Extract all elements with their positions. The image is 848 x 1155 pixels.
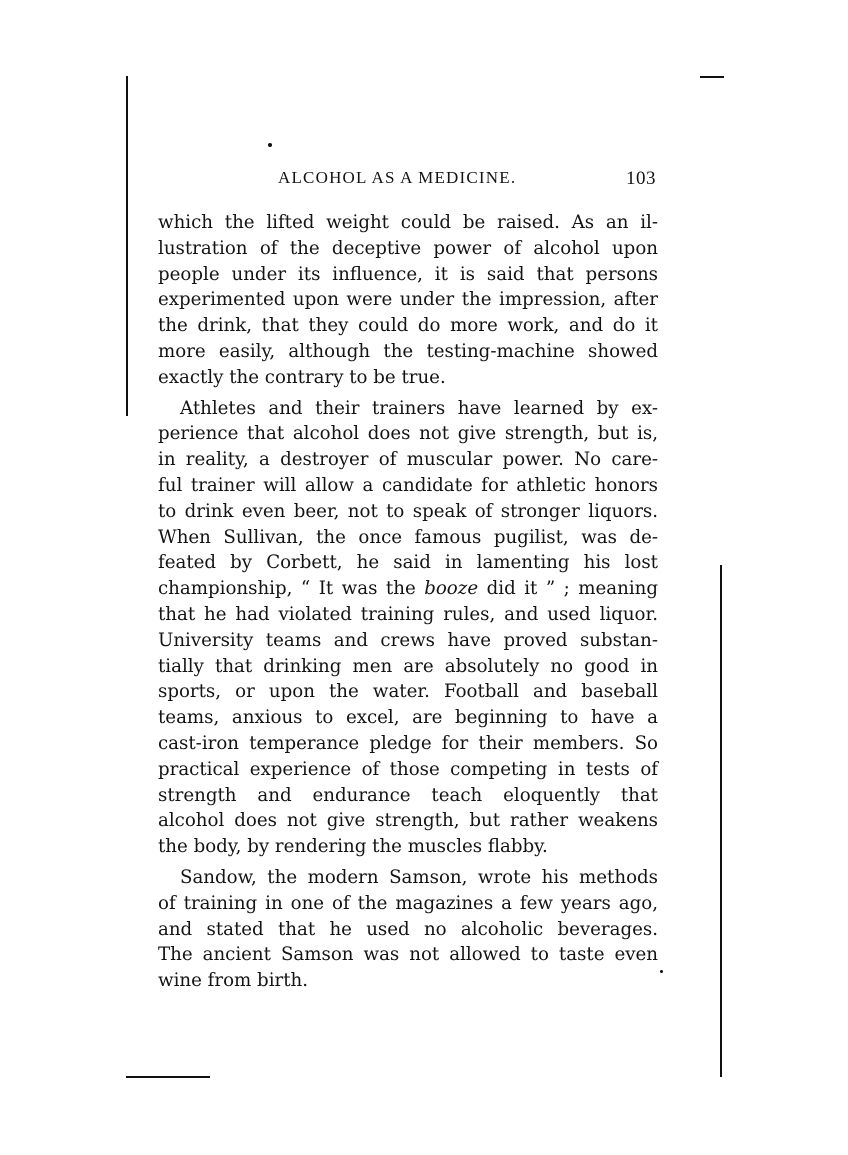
text-line: University teams and crews have proved substan- [158, 629, 658, 651]
text-line: exactly the contrary to be true. [158, 366, 446, 388]
text-line: and stated that he used no alcoholic beverages. [158, 918, 658, 940]
text-line: Athletes and their trainers have learned by ex- [180, 397, 658, 419]
text-line: feated by Corbett, he said in lamenting his lost [158, 552, 658, 574]
text-line: strength and endurance teach eloquently that [158, 784, 658, 806]
text-line: in reality, a destroyer of muscular power. No care- [158, 449, 658, 471]
text-line: tially that drinking men are absolutely no good in [158, 655, 658, 677]
text-line: to drink even beer, not to speak of stronger liquors. [158, 500, 658, 522]
text-line: Sandow, the modern Samson, wrote his methods [180, 866, 658, 888]
text-line: practical experience of those competing in tests of [158, 758, 658, 780]
running-head [160, 168, 656, 192]
text-line: ful trainer will allow a candidate for athletic honors [158, 474, 658, 496]
speck-top [268, 143, 272, 147]
text-line: experimented upon were under the impression, after [158, 289, 658, 311]
text-line: sports, or upon the water. Football and baseball [158, 681, 658, 703]
text-line: cast-iron temperance pledge for their members. So [158, 732, 658, 754]
paragraph-3 [158, 865, 658, 994]
italic-word: booze [424, 578, 479, 600]
paragraph-2 [158, 396, 658, 860]
text-line: of training in one of the magazines a few years ago, [158, 892, 658, 914]
text-line: the body, by rendering the muscles flabby. [158, 836, 548, 858]
right-margin-rule [720, 565, 722, 1077]
text-line: The ancient Samson was not allowed to taste even [158, 944, 658, 966]
text-line: the drink, that they could do more work, and do it [158, 315, 658, 337]
page-title: ALCOHOL AS A MEDICINE. [278, 168, 517, 187]
text-line: perience that alcohol does not give strength, but is, [158, 423, 658, 445]
paragraph-1 [158, 210, 658, 391]
text-segment: did it ” ; meaning [478, 578, 658, 600]
text-line: wine from birth. [158, 970, 309, 992]
text-line: teams, anxious to excel, are beginning to have a [158, 707, 658, 729]
text-line: alcohol does not give strength, but rather weakens [158, 810, 658, 832]
text-line: people under its influence, it is said that persons [158, 263, 658, 285]
bottom-left-rule [126, 1076, 210, 1078]
text-line: that he had violated training rules, and used liquor. [158, 603, 658, 625]
text-line: more easily, although the testing-machine showed [158, 340, 658, 362]
text-line: When Sullivan, the once famous pugilist, was de- [158, 526, 658, 548]
text-line [158, 576, 658, 602]
body-text [158, 210, 658, 994]
text-line: which the lifted weight could be raised. As an il- [158, 212, 658, 233]
text-segment: championship, “ It was the [158, 578, 425, 600]
top-right-rule [700, 76, 724, 78]
page-number: 103 [626, 168, 656, 189]
left-margin-rule [126, 76, 128, 416]
text-line: lustration of the deceptive power of alcohol upon [158, 237, 658, 259]
speck-right [660, 970, 663, 973]
